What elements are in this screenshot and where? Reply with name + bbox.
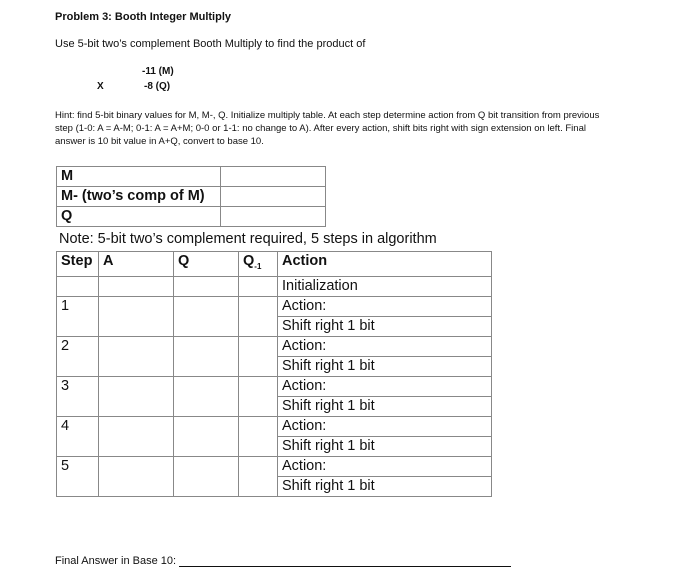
problem-title: Problem 3: Booth Integer Multiply <box>55 11 232 23</box>
final-answer-blank[interactable] <box>179 555 511 567</box>
cell-q-minus-1[interactable] <box>239 296 278 336</box>
cell-q-minus-1[interactable] <box>239 336 278 376</box>
hint-text: Hint: find 5-bit binary values for M, M-, Q. Initialize multiply table. At each step determine action from Q bit transition from previous step (1-0: A = A-M; 0-1: A = A+M; 0-0 or 1-1: no change to A). After every action, shift bits right with sign extension on left. Final answer is 10 bit value in A+Q, convert to base 10. <box>55 110 600 147</box>
cell-init-action: Initialization <box>278 276 492 296</box>
cell-init-q[interactable] <box>174 276 239 296</box>
header-q-minus-1-sub: -1 <box>254 261 262 271</box>
values-input-m[interactable] <box>221 167 326 187</box>
values-row-m <box>57 167 326 187</box>
values-row-m-neg <box>57 187 326 207</box>
cell-action: Action: <box>278 416 492 436</box>
final-answer <box>55 555 511 567</box>
note-text: Note: 5-bit two’s complement required, 5 steps in algorithm <box>59 231 437 247</box>
problem-intro: Use 5-bit two’s complement Booth Multiply to find the product of <box>55 38 366 50</box>
header-a: A <box>99 252 174 277</box>
table-row <box>57 296 492 316</box>
cell-shift: Shift right 1 bit <box>278 316 492 336</box>
cell-step-number: 4 <box>57 416 99 456</box>
cell-action: Action: <box>278 336 492 356</box>
values-input-q[interactable] <box>221 207 326 227</box>
cell-init-a[interactable] <box>99 276 174 296</box>
table-row <box>57 376 492 396</box>
values-label-m: M <box>57 167 221 187</box>
values-label-m-neg: M- (two’s comp of M) <box>57 187 221 207</box>
cell-init-q-minus-1[interactable] <box>239 276 278 296</box>
table-row <box>57 456 492 476</box>
cell-step-number: 5 <box>57 456 99 496</box>
cell-shift: Shift right 1 bit <box>278 356 492 376</box>
cell-q[interactable] <box>174 456 239 496</box>
table-header-row <box>57 252 492 277</box>
cell-a[interactable] <box>99 336 174 376</box>
header-q: Q <box>174 252 239 277</box>
cell-step-number: 2 <box>57 336 99 376</box>
multiplicand-value: -11 (M) <box>142 66 174 77</box>
header-q-minus-1 <box>239 252 278 277</box>
cell-q[interactable] <box>174 296 239 336</box>
cell-q-minus-1[interactable] <box>239 416 278 456</box>
cell-a[interactable] <box>99 456 174 496</box>
cell-a[interactable] <box>99 296 174 336</box>
cell-action: Action: <box>278 376 492 396</box>
cell-action: Action: <box>278 456 492 476</box>
header-step: Step <box>57 252 99 277</box>
values-label-q: Q <box>57 207 221 227</box>
cell-step-number: 1 <box>57 296 99 336</box>
values-input-m-neg[interactable] <box>221 187 326 207</box>
table-row <box>57 416 492 436</box>
cell-q[interactable] <box>174 336 239 376</box>
cell-shift: Shift right 1 bit <box>278 436 492 456</box>
booth-steps-table <box>56 251 492 497</box>
cell-step-number: 3 <box>57 376 99 416</box>
cell-q[interactable] <box>174 376 239 416</box>
times-symbol: X <box>97 81 104 92</box>
cell-a[interactable] <box>99 416 174 456</box>
cell-shift: Shift right 1 bit <box>278 396 492 416</box>
cell-q-minus-1[interactable] <box>239 456 278 496</box>
cell-q[interactable] <box>174 416 239 456</box>
cell-a[interactable] <box>99 376 174 416</box>
header-action: Action <box>278 252 492 277</box>
table-row <box>57 336 492 356</box>
final-answer-label: Final Answer in Base 10: <box>55 555 177 567</box>
cell-init-step[interactable] <box>57 276 99 296</box>
header-q-minus-1-base: Q <box>243 253 255 269</box>
values-table <box>56 166 326 227</box>
cell-action: Action: <box>278 296 492 316</box>
cell-q-minus-1[interactable] <box>239 376 278 416</box>
table-row-init <box>57 276 492 296</box>
values-row-q <box>57 207 326 227</box>
cell-shift: Shift right 1 bit <box>278 476 492 496</box>
multiplier-value: -8 (Q) <box>144 81 171 92</box>
